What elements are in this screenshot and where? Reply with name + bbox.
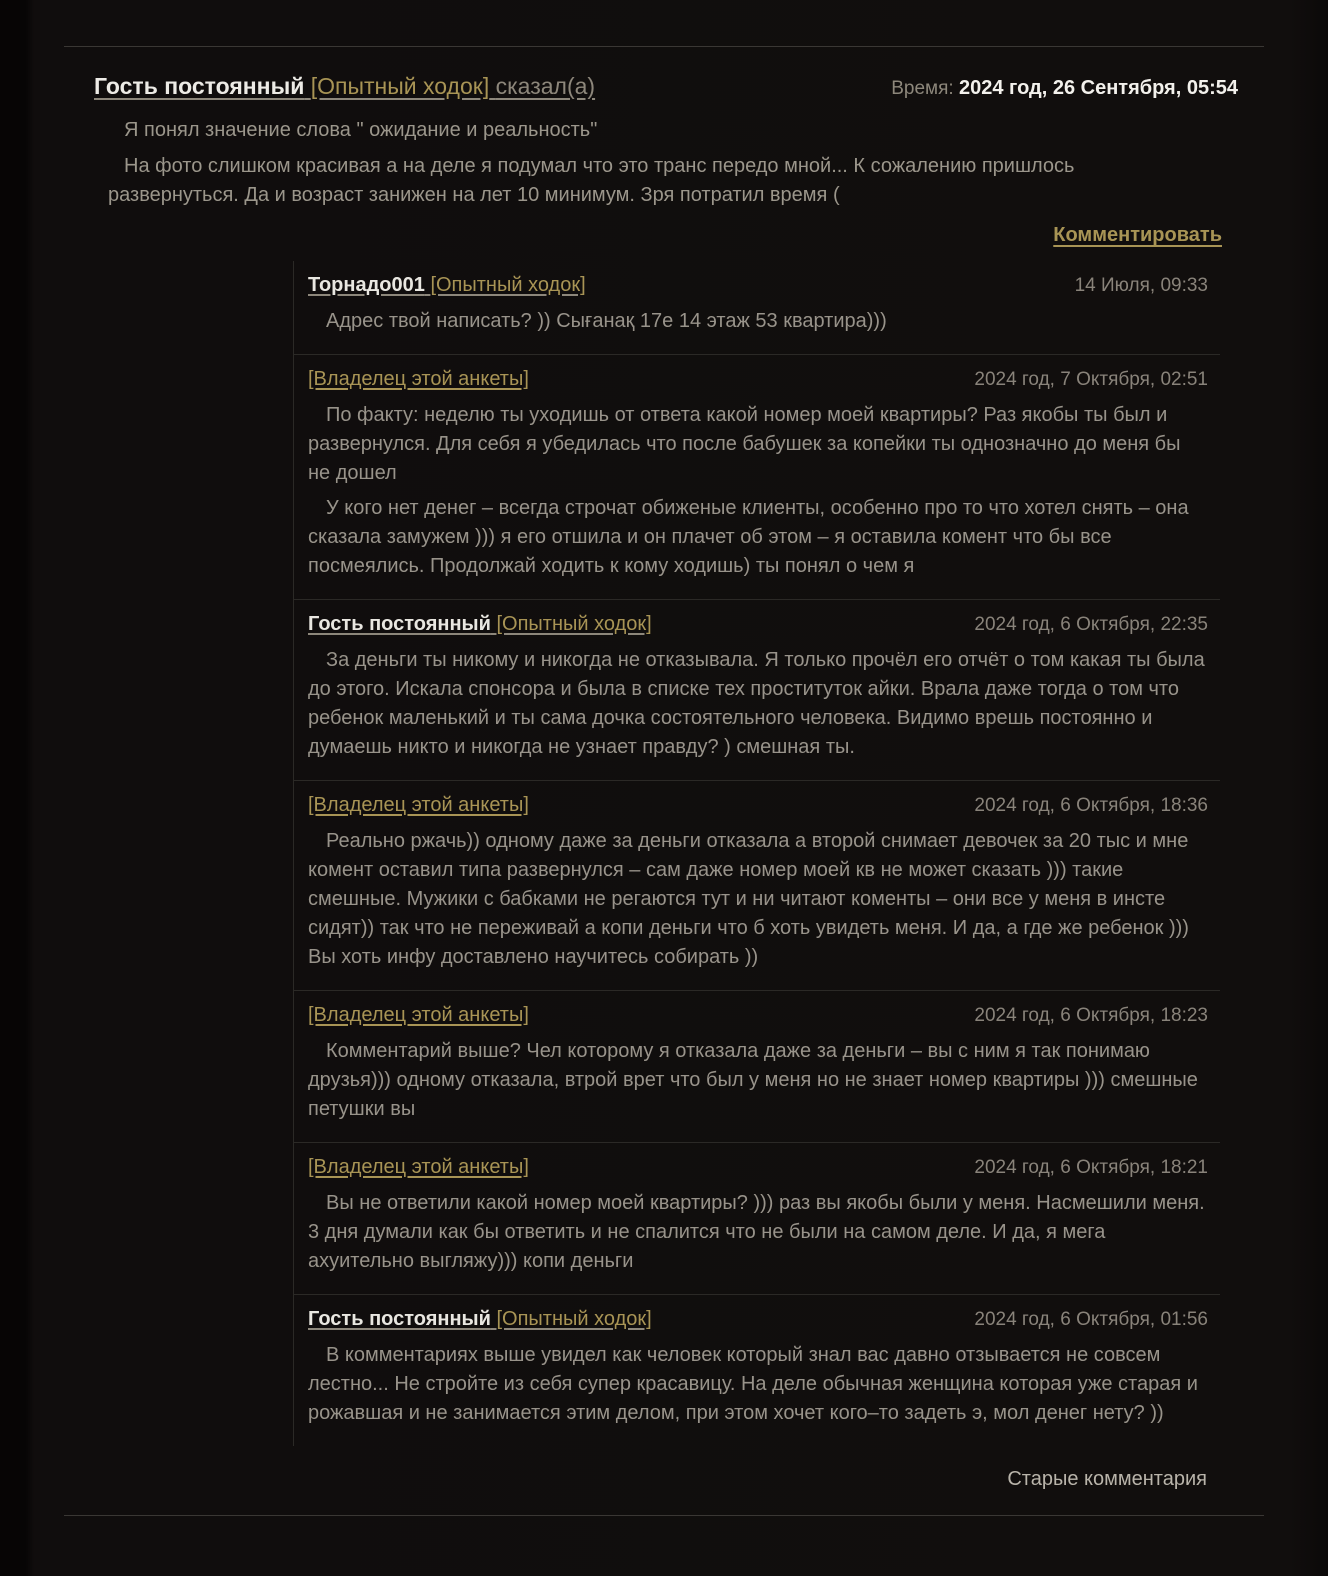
comment-action-row (64, 224, 1222, 247)
review-author-name: Гость постоянный (94, 73, 305, 99)
comment-paragraph: Комментарий выше? Чел которому я отказала даже за деньги – вы с ним я так понимаю друзья))) одному отказала, втрой врет что был у меня но не знает номер квартиры ))) смешные петушки вы (308, 1040, 1198, 1120)
comment-paragraph: Реально ржачь)) одному даже за деньги отказала а второй снимает девочек за 20 тыс и мне комент оставил типа развернулся – сам даже номер моей кв не может сказать ))) такие смешные. Мужики с бабками не регаются тут и ни читают коменты – они все у меня в инсте сидят)) так что не переживай а копи деньги что б хоть увидеть меня. И да, а где же ребенок ))) Вы хоть инфу доставлено научитесь собирать )) (308, 830, 1189, 968)
review-post (64, 73, 1264, 247)
footer-row (64, 1468, 1207, 1491)
review-author-rank: [Опытный ходок] (310, 73, 490, 99)
review-header (94, 73, 1238, 100)
comment-header (308, 1004, 1208, 1027)
comment-author-link[interactable] (308, 368, 529, 391)
comment-body (308, 1189, 1208, 1276)
comment (294, 1294, 1220, 1446)
comment-author: Торнадо001 (308, 274, 425, 296)
comment-author-link[interactable] (308, 1004, 529, 1027)
comment-rank: [Владелец этой анкеты] (308, 1156, 529, 1178)
review-body (108, 116, 1134, 210)
comment-rank: [Владелец этой анкеты] (308, 794, 529, 816)
comment-header (308, 794, 1208, 817)
review-author-link[interactable] (94, 73, 595, 100)
comment-header (308, 613, 1208, 636)
comment-date: 14 Июля, 09:33 (1074, 275, 1208, 296)
comment-rank: [Опытный ходок] (496, 1308, 652, 1330)
comment-header (308, 1156, 1208, 1179)
comment (294, 780, 1220, 990)
top-divider (64, 46, 1264, 47)
comment-header (308, 368, 1208, 391)
comment-date: 2024 год, 6 Октября, 18:23 (974, 1005, 1208, 1026)
comment-author-link[interactable] (308, 613, 652, 636)
comment (294, 990, 1220, 1142)
comment-date: 2024 год, 7 Октября, 02:51 (974, 369, 1208, 390)
comment-date: 2024 год, 6 Октября, 18:21 (974, 1157, 1208, 1178)
review-paragraph: Я понял значение слова " ожидание и реальность" (124, 119, 598, 141)
comment-header (308, 1308, 1208, 1331)
comment-body (308, 646, 1208, 762)
comment-body (308, 307, 1208, 336)
comment-author-link[interactable] (308, 274, 586, 297)
comment (294, 1142, 1220, 1294)
comment-author: Гость постоянный (308, 1308, 491, 1330)
comment-rank: [Владелец этой анкеты] (308, 368, 529, 390)
comment-paragraph: Вы не ответили какой номер моей квартиры? ))) раз вы якобы были у меня. Насмешили меня. 3 дня думали как бы ответить и не спалится что не были на самом деле. И да, я мега ахуительно выгляжу))) копи деньги (308, 1192, 1205, 1272)
comment-author-link[interactable] (308, 794, 529, 817)
comment-date: 2024 год, 6 Октября, 22:35 (974, 614, 1208, 635)
comment (294, 599, 1220, 780)
review-time (891, 77, 1238, 100)
add-comment-link[interactable]: Комментировать (1053, 224, 1222, 246)
comment-author-link[interactable] (308, 1308, 652, 1331)
bottom-divider (64, 1515, 1264, 1516)
comment-date: 2024 год, 6 Октября, 01:56 (974, 1309, 1208, 1330)
comment-rank: [Опытный ходок] (496, 613, 652, 635)
comment-body (308, 1037, 1208, 1124)
comment-paragraph: В комментариях выше увидел как человек который знал вас давно отзывается не совсем лестно... Не стройте из себя супер красавицу. На деле обычная женщина которая уже старая и рожавшая и не занимается этим делом, при этом хочет кого–то задеть э, мол денег нету? )) (308, 1344, 1198, 1424)
comment-header (308, 274, 1208, 297)
review-time-value: 2024 год, 26 Сентября, 05:54 (958, 77, 1238, 99)
comment-body (308, 401, 1208, 581)
comment-paragraph: За деньги ты никому и никогда не отказывала. Я только прочёл его отчёт о том какая ты была до этого. Искала спонсора и была в списке тех проституток айки. Врала даже тогда о том что ребенок маленький и ты сама дочка состоятельного человека. Видимо врешь постоянно и думаешь никто и никогда не узнает правду? ) смешная ты. (308, 649, 1205, 758)
review-time-label: Время: (891, 78, 954, 99)
comment-rank: [Владелец этой анкеты] (308, 1004, 529, 1026)
comment-date: 2024 год, 6 Октября, 18:36 (974, 795, 1208, 816)
comment-body (308, 827, 1208, 972)
comment-author-link[interactable] (308, 1156, 529, 1179)
review-said-label: сказал(а) (495, 73, 596, 99)
comment-author: Гость постоянный (308, 613, 491, 635)
comment-paragraph: У кого нет денег – всегда строчат обиженые клиенты, особенно про то что хотел снять – она сказала замужем ))) я его отшила и он плачет об этом – я оставила комент что бы все посмеялись. Продолжай ходить к кому ходишь) ты понял о чем я (308, 497, 1189, 577)
comments-list (293, 261, 1220, 1446)
comment (294, 261, 1220, 354)
comment-body (308, 1341, 1208, 1428)
old-comments-link[interactable]: Старые комментария (1007, 1468, 1207, 1490)
review-paragraph: На фото слишком красивая а на деле я подумал что это транс передо мной... К сожалению пришлось развернуться. Да и возраст занижен на лет 10 минимум. Зря потратил время ( (108, 155, 1075, 206)
comment-paragraph: По факту: неделю ты уходишь от ответа какой номер моей квартиры? Раз якобы ты был и развернулся. Для себя я убедилась что после бабушек за копейки ты однозначно до меня бы не дошел (308, 404, 1181, 484)
comment-paragraph: Адрес твой написать? )) Сығанақ 17е 14 этаж 53 квартира))) (326, 310, 887, 332)
comment-rank: [Опытный ходок] (430, 274, 586, 296)
comment (294, 354, 1220, 599)
